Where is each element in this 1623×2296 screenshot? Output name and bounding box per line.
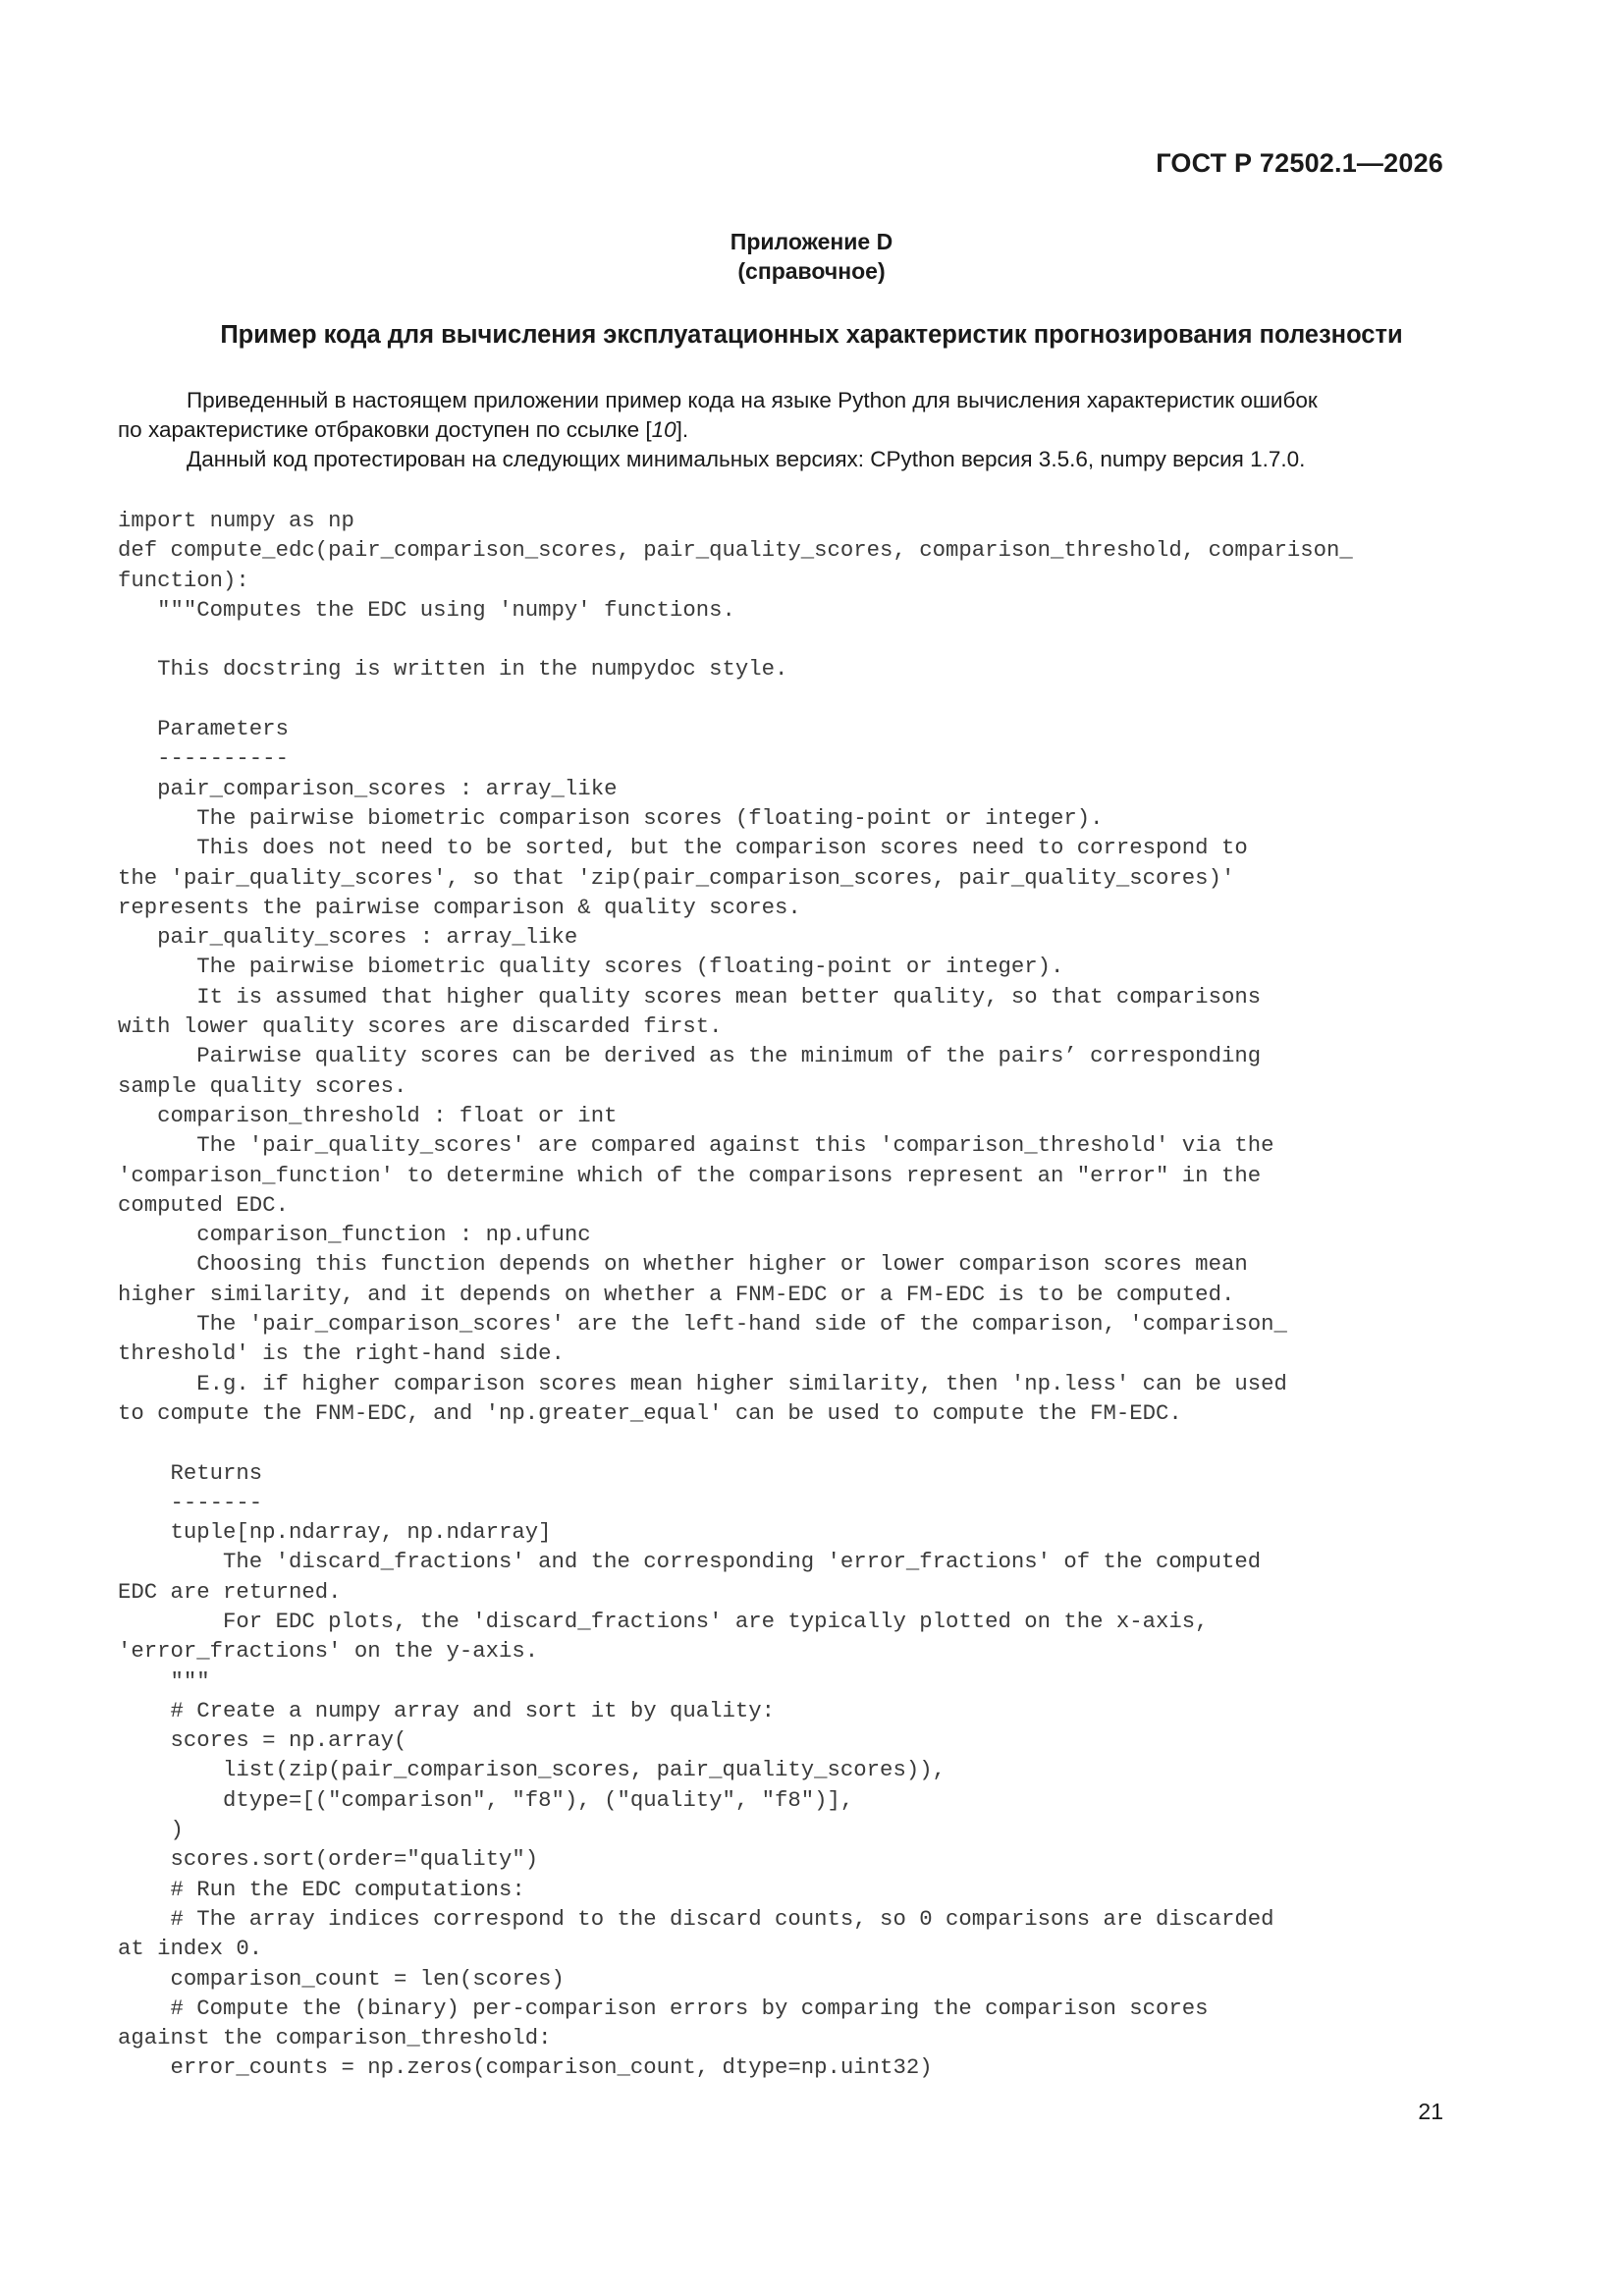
code-line: scores.sort(order="quality") bbox=[118, 1846, 539, 1873]
code-line: to compute the FNM-EDC, and 'np.greater_equal' can be used to compute the FM-EDC. bbox=[118, 1399, 1182, 1426]
code-line: The pairwise biometric comparison scores (floating-point or integer). bbox=[118, 804, 1104, 831]
code-line: the 'pair_quality_scores', so that 'zip(pair_comparison_scores, pair_quality_scores)' bbox=[118, 864, 1235, 891]
code-line: For EDC plots, the 'discard_fractions' are typically plotted on the x-axis, bbox=[118, 1608, 1209, 1634]
code-line: ---------- bbox=[118, 745, 289, 772]
intro-paragraph-2-text: Данный код протестирован на следующих минимальных версиях: CPython версия 3.5.6, numpy версия 1.7.0. bbox=[187, 447, 1306, 471]
code-line: comparison_function : np.ufunc bbox=[118, 1222, 591, 1248]
code-line: computed EDC. bbox=[118, 1191, 289, 1218]
code-line: This docstring is written in the numpydoc style. bbox=[118, 656, 788, 683]
code-line: function): bbox=[118, 567, 249, 593]
code-line: list(zip(pair_comparison_scores, pair_quality_scores)), bbox=[118, 1757, 946, 1783]
code-line: pair_comparison_scores : array_like bbox=[118, 775, 618, 801]
annex-subtitle: (справочное) bbox=[737, 258, 886, 284]
code-line: """Computes the EDC using 'numpy' functions. bbox=[118, 596, 735, 623]
code-line: The pairwise biometric quality scores (floating-point or integer). bbox=[118, 954, 1064, 980]
code-line: Choosing this function depends on whether higher or lower comparison scores mean bbox=[118, 1251, 1248, 1278]
code-line: represents the pairwise comparison & quality scores. bbox=[118, 894, 801, 920]
code-line: Parameters bbox=[118, 716, 289, 742]
page-number: 21 bbox=[1418, 2099, 1443, 2124]
code-line: # Create a numpy array and sort it by quality: bbox=[118, 1697, 776, 1723]
code-line: with lower quality scores are discarded first. bbox=[118, 1013, 723, 1040]
code-line: """ bbox=[118, 1667, 210, 1694]
code-line: tuple[np.ndarray, np.ndarray] bbox=[118, 1519, 552, 1546]
intro-text: по характеристике отбраковки доступен по ссылке [ bbox=[118, 417, 652, 442]
code-line: comparison_count = len(scores) bbox=[118, 1965, 565, 1992]
code-line: It is assumed that higher quality scores mean better quality, so that comparisons bbox=[118, 983, 1262, 1010]
code-line: Returns bbox=[118, 1459, 263, 1486]
code-line: EDC are returned. bbox=[118, 1578, 342, 1605]
code-line: 'comparison_function' to determine which of the comparisons represent an "error" in the bbox=[118, 1162, 1262, 1188]
code-line: at index 0. bbox=[118, 1936, 263, 1962]
code-line: def compute_edc(pair_comparison_scores, pair_quality_scores, comparison_threshold, comparison_ bbox=[118, 537, 1353, 564]
intro-paragraph-1-line-2 bbox=[118, 415, 1449, 445]
intro-paragraph-1 bbox=[118, 386, 1449, 445]
code-line: against the comparison_threshold: bbox=[118, 2025, 552, 2051]
code-line: ) bbox=[118, 1817, 184, 1843]
code-line: pair_quality_scores : array_like bbox=[118, 924, 578, 951]
code-listing bbox=[118, 506, 1353, 2083]
code-line: ------- bbox=[118, 1489, 263, 1515]
reference-number: 10 bbox=[651, 417, 676, 442]
intro-text-end: ]. bbox=[676, 417, 689, 442]
code-line: The 'pair_comparison_scores' are the left-hand side of the comparison, 'comparison_ bbox=[118, 1311, 1287, 1338]
code-line: dtype=[("comparison", "f8"), ("quality", "f8")], bbox=[118, 1786, 854, 1813]
code-line: Pairwise quality scores can be derived as the minimum of the pairs’ corresponding bbox=[118, 1043, 1262, 1069]
annex-title: Приложение D bbox=[730, 229, 893, 254]
code-line: E.g. if higher comparison scores mean higher similarity, then 'np.less' can be used bbox=[118, 1370, 1287, 1396]
code-line: comparison_threshold : float or int bbox=[118, 1102, 618, 1128]
code-line: The 'pair_quality_scores' are compared against this 'comparison_threshold' via the bbox=[118, 1132, 1274, 1159]
document-code: ГОСТ Р 72502.1—2026 bbox=[1156, 148, 1443, 178]
code-line: threshold' is the right-hand side. bbox=[118, 1340, 565, 1367]
code-line: # The array indices correspond to the discard counts, so 0 comparisons are discarded bbox=[118, 1905, 1274, 1932]
code-line: # Run the EDC computations: bbox=[118, 1876, 525, 1902]
intro-paragraph-1-line-1: Приведенный в настоящем приложении пример кода на языке Python для вычисления характеристик ошибок bbox=[187, 388, 1318, 412]
intro-paragraph-2 bbox=[118, 445, 1449, 474]
code-line: 'error_fractions' on the y-axis. bbox=[118, 1638, 539, 1665]
code-line: scores = np.array( bbox=[118, 1727, 407, 1754]
code-line: higher similarity, and it depends on whether a FNM-EDC or a FM-EDC is to be computed. bbox=[118, 1281, 1235, 1307]
section-heading: Пример кода для вычисления эксплуатационных характеристик прогнозирования полезности bbox=[220, 321, 1403, 349]
code-line: The 'discard_fractions' and the corresponding 'error_fractions' of the computed bbox=[118, 1549, 1262, 1575]
code-line: This does not need to be sorted, but the comparison scores need to correspond to bbox=[118, 835, 1248, 861]
code-line: # Compute the (binary) per-comparison errors by comparing the comparison scores bbox=[118, 1995, 1209, 2021]
code-line: sample quality scores. bbox=[118, 1072, 407, 1099]
code-line: import numpy as np bbox=[118, 508, 354, 533]
code-line: error_counts = np.zeros(comparison_count, dtype=np.uint32) bbox=[118, 2054, 933, 2081]
